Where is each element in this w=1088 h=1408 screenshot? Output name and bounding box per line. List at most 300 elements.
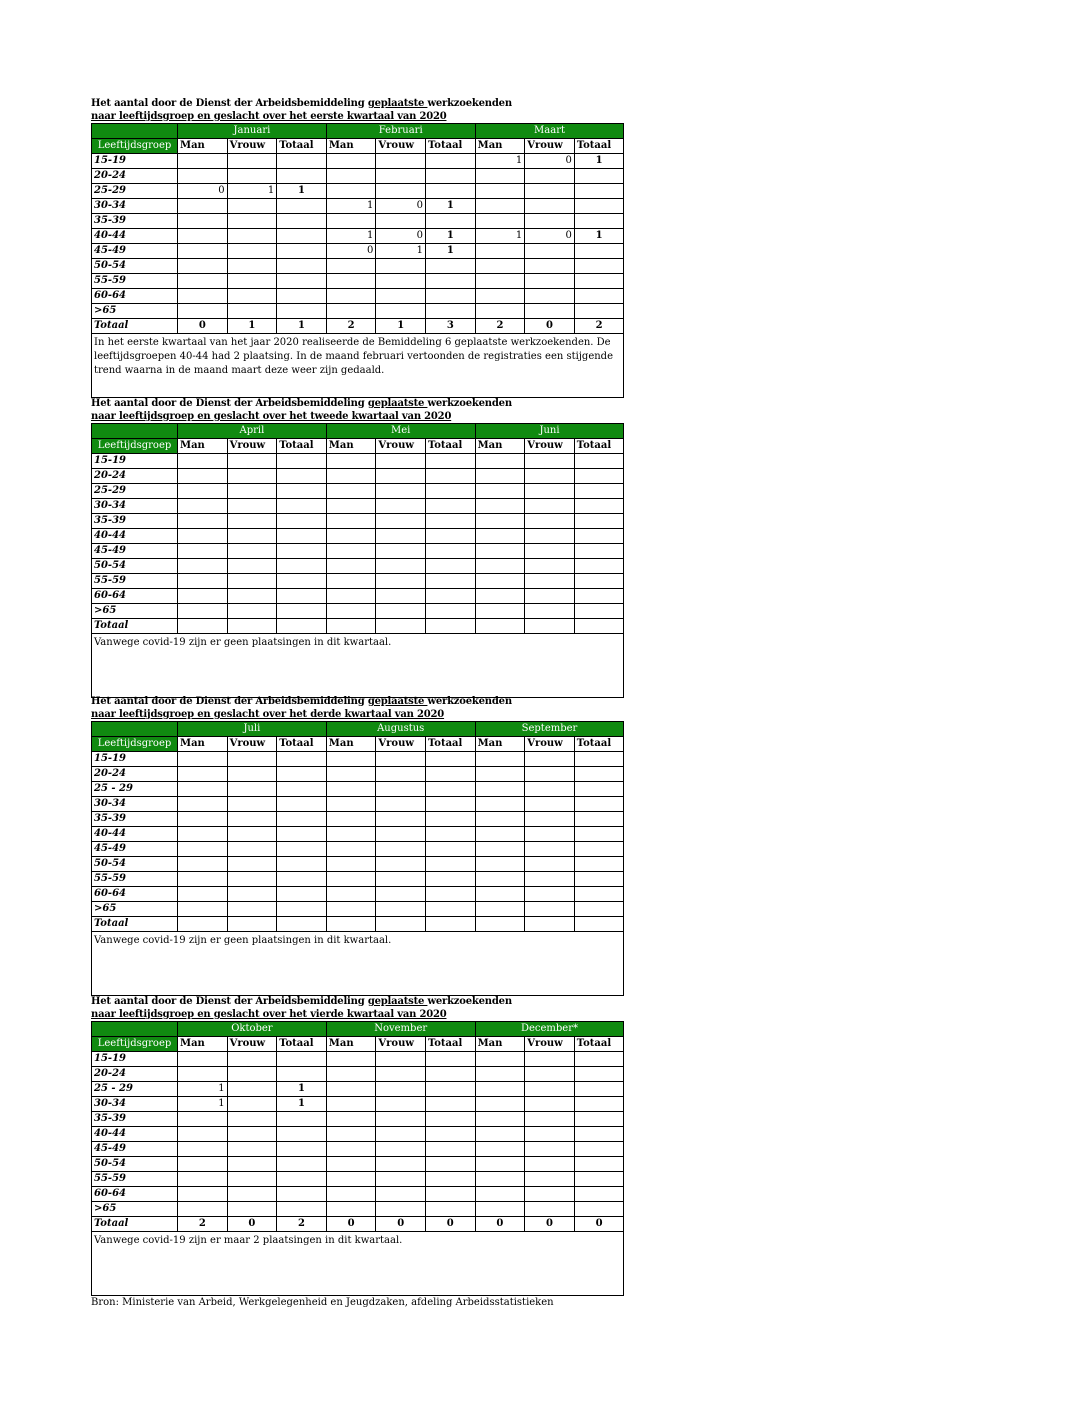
title-underlined-text: geplaatste (367, 996, 428, 1007)
data-cell (376, 544, 426, 559)
data-cell (178, 244, 228, 259)
data-cell (525, 274, 575, 289)
data-cell (277, 872, 327, 887)
data-cell (227, 752, 277, 767)
total-cell (326, 917, 376, 932)
header-blank-cell (92, 124, 178, 139)
data-cell (376, 752, 426, 767)
data-cell (574, 1082, 624, 1097)
age-group-label: 35-39 (92, 1112, 178, 1127)
data-cell (227, 604, 277, 619)
data-cell (376, 529, 426, 544)
data-cell (326, 259, 376, 274)
data-cell (525, 514, 575, 529)
column-header: Vrouw (525, 439, 575, 454)
column-header: Vrouw (227, 1037, 277, 1052)
data-cell: 1 (277, 1082, 327, 1097)
placement-table (91, 721, 624, 932)
quarter-note: Vanwege covid-19 zijn er geen plaatsingen in dit kwartaal. (91, 932, 624, 996)
data-cell (277, 902, 327, 917)
table-title-line-1 (91, 97, 624, 110)
age-group-label: 55-59 (92, 1172, 178, 1187)
data-cell (376, 274, 426, 289)
table-row (92, 767, 624, 782)
data-cell (574, 797, 624, 812)
data-cell (475, 902, 525, 917)
age-group-label: 30-34 (92, 797, 178, 812)
data-cell (525, 259, 575, 274)
data-cell (326, 1067, 376, 1082)
data-cell (475, 1112, 525, 1127)
table-title-line-2: naar leeftijdsgroep en geslacht over het eerste kwartaal van 2020 (91, 111, 447, 122)
age-group-label: 60-64 (92, 589, 178, 604)
data-cell (178, 229, 228, 244)
data-cell (326, 589, 376, 604)
data-cell (227, 1157, 277, 1172)
data-cell (227, 499, 277, 514)
month-header: Maart (475, 124, 624, 139)
data-cell (227, 259, 277, 274)
data-cell (227, 304, 277, 319)
data-cell (525, 199, 575, 214)
data-cell (475, 454, 525, 469)
header-blank-cell (92, 424, 178, 439)
data-cell (426, 154, 476, 169)
age-group-label: 50-54 (92, 1157, 178, 1172)
data-cell (277, 812, 327, 827)
total-cell: 0 (475, 1217, 525, 1232)
month-header-row (92, 124, 624, 139)
total-cell: 0 (376, 1217, 426, 1232)
data-cell (425, 589, 475, 604)
title-underlined-text: geplaatste (367, 696, 428, 707)
data-cell (277, 289, 327, 304)
data-cell (525, 484, 575, 499)
age-group-label: 25-29 (92, 484, 178, 499)
data-cell: 1 (426, 244, 476, 259)
data-cell (425, 1082, 475, 1097)
data-cell (525, 887, 575, 902)
total-cell: 0 (326, 1217, 376, 1232)
data-cell (277, 499, 327, 514)
data-cell (425, 827, 475, 842)
data-cell: 0 (326, 244, 376, 259)
data-cell (475, 574, 525, 589)
data-cell (376, 1082, 426, 1097)
placement-table (91, 123, 624, 334)
data-cell (277, 827, 327, 842)
age-group-label: 45-49 (92, 1142, 178, 1157)
column-header: Vrouw (525, 139, 575, 154)
age-group-label: 55-59 (92, 872, 178, 887)
data-cell (227, 574, 277, 589)
quarter-note: Vanwege covid-19 zijn er geen plaatsingen in dit kwartaal. (91, 634, 624, 698)
data-cell (227, 782, 277, 797)
data-cell (326, 304, 376, 319)
total-cell (326, 619, 376, 634)
data-cell (326, 574, 376, 589)
data-cell (277, 1157, 327, 1172)
data-cell (475, 199, 525, 214)
table-row (92, 782, 624, 797)
data-cell (525, 529, 575, 544)
age-group-label: 20-24 (92, 169, 178, 184)
data-cell (574, 454, 624, 469)
data-cell (425, 1202, 475, 1217)
total-cell: 0 (178, 319, 228, 334)
data-cell (178, 857, 228, 872)
data-cell (326, 289, 376, 304)
column-header: Man (475, 1037, 525, 1052)
data-cell (425, 812, 475, 827)
data-cell (376, 574, 426, 589)
data-cell (376, 289, 426, 304)
data-cell (376, 499, 426, 514)
data-cell (178, 752, 228, 767)
age-group-label: 60-64 (92, 289, 178, 304)
column-header: Vrouw (376, 139, 426, 154)
data-cell (525, 782, 575, 797)
table-row (92, 529, 624, 544)
data-cell (525, 827, 575, 842)
data-cell (277, 259, 327, 274)
data-cell: 0 (525, 229, 575, 244)
data-cell (525, 752, 575, 767)
total-cell: 0 (227, 1217, 277, 1232)
data-cell (277, 559, 327, 574)
data-cell (178, 797, 228, 812)
age-group-label: 15-19 (92, 454, 178, 469)
data-cell (326, 1202, 376, 1217)
placement-table (91, 423, 624, 634)
table-row (92, 199, 624, 214)
data-cell (574, 169, 624, 184)
data-cell (574, 857, 624, 872)
table-row (92, 559, 624, 574)
data-cell (475, 1127, 525, 1142)
data-cell (277, 169, 327, 184)
age-group-label: 40-44 (92, 229, 178, 244)
data-cell (178, 827, 228, 842)
data-cell (574, 872, 624, 887)
table-row (92, 1187, 624, 1202)
data-cell (425, 902, 475, 917)
data-cell (574, 1202, 624, 1217)
column-header: Totaal (425, 1037, 475, 1052)
age-group-label: 35-39 (92, 812, 178, 827)
table-row (92, 259, 624, 274)
total-row (92, 1217, 624, 1232)
data-cell (574, 887, 624, 902)
data-cell: 1 (574, 154, 624, 169)
title-text: werkzoekenden (427, 398, 512, 409)
age-group-label: 35-39 (92, 514, 178, 529)
data-cell (475, 797, 525, 812)
data-cell (425, 499, 475, 514)
data-cell (178, 842, 228, 857)
data-cell (425, 559, 475, 574)
data-cell (326, 827, 376, 842)
data-cell (574, 544, 624, 559)
data-cell (227, 199, 277, 214)
data-cell (277, 484, 327, 499)
data-cell (277, 1202, 327, 1217)
data-cell (277, 274, 327, 289)
data-cell: 1 (426, 199, 476, 214)
table-row (92, 484, 624, 499)
data-cell (425, 1052, 475, 1067)
data-cell (227, 589, 277, 604)
data-cell (525, 1052, 575, 1067)
data-cell (574, 812, 624, 827)
table-row (92, 752, 624, 767)
age-group-label: >65 (92, 604, 178, 619)
data-cell (574, 1157, 624, 1172)
data-cell (277, 199, 327, 214)
table-row (92, 304, 624, 319)
data-cell (574, 529, 624, 544)
data-cell (178, 574, 228, 589)
data-cell (376, 1067, 426, 1082)
age-group-label: 35-39 (92, 214, 178, 229)
age-group-label: >65 (92, 304, 178, 319)
data-cell (227, 529, 277, 544)
data-cell (425, 1172, 475, 1187)
data-cell (227, 154, 277, 169)
quarter-4-section (91, 995, 624, 1296)
data-cell (178, 154, 228, 169)
data-cell (326, 514, 376, 529)
data-cell (227, 544, 277, 559)
data-cell (475, 1142, 525, 1157)
data-cell (475, 529, 525, 544)
data-cell (425, 752, 475, 767)
data-cell (376, 214, 426, 229)
column-header: Totaal (277, 439, 327, 454)
data-cell (425, 1127, 475, 1142)
title-underlined-text: geplaatste (367, 98, 428, 109)
table-row (92, 244, 624, 259)
data-cell (227, 842, 277, 857)
data-cell (475, 872, 525, 887)
age-group-label: 60-64 (92, 887, 178, 902)
data-cell (574, 514, 624, 529)
data-cell (178, 1052, 228, 1067)
quarter-3-section (91, 695, 624, 996)
data-cell (425, 1067, 475, 1082)
column-header: Totaal (574, 139, 624, 154)
data-cell (178, 1172, 228, 1187)
month-header: Juni (475, 424, 624, 439)
data-cell (525, 169, 575, 184)
title-text: werkzoekenden (427, 696, 512, 707)
table-title-line-2: naar leeftijdsgroep en geslacht over het derde kwartaal van 2020 (91, 709, 445, 720)
data-cell (425, 872, 475, 887)
data-cell (574, 1052, 624, 1067)
data-cell (178, 1202, 228, 1217)
table-row (92, 544, 624, 559)
quarter-note: Vanwege covid-19 zijn er maar 2 plaatsingen in dit kwartaal. (91, 1232, 624, 1296)
data-cell (227, 887, 277, 902)
data-cell: 1 (277, 1097, 327, 1112)
data-cell (425, 454, 475, 469)
data-cell (475, 469, 525, 484)
age-group-label: 20-24 (92, 1067, 178, 1082)
total-cell: 1 (277, 319, 327, 334)
data-cell (376, 902, 426, 917)
data-cell (326, 902, 376, 917)
data-cell (426, 259, 476, 274)
data-cell (178, 589, 228, 604)
data-cell (574, 1172, 624, 1187)
data-cell (525, 559, 575, 574)
data-cell (227, 214, 277, 229)
total-cell (475, 917, 525, 932)
age-group-label: 60-64 (92, 1187, 178, 1202)
data-cell (277, 1112, 327, 1127)
data-cell (178, 499, 228, 514)
column-header: Vrouw (227, 439, 277, 454)
data-cell (525, 1187, 575, 1202)
data-cell (227, 857, 277, 872)
month-header: Mei (326, 424, 475, 439)
data-cell (277, 797, 327, 812)
table-row (92, 1082, 624, 1097)
table-row (92, 589, 624, 604)
data-cell (426, 304, 476, 319)
column-header: Vrouw (227, 737, 277, 752)
column-header: Man (326, 139, 376, 154)
data-cell (178, 1112, 228, 1127)
data-cell (574, 214, 624, 229)
data-cell (178, 887, 228, 902)
data-cell (277, 469, 327, 484)
month-header: April (178, 424, 327, 439)
table-title-line-2: naar leeftijdsgroep en geslacht over het vierde kwartaal van 2020 (91, 1009, 447, 1020)
total-cell (475, 619, 525, 634)
table-row (92, 1097, 624, 1112)
data-cell (227, 1112, 277, 1127)
data-cell (475, 842, 525, 857)
data-cell (277, 304, 327, 319)
data-cell (227, 1067, 277, 1082)
data-cell (178, 1127, 228, 1142)
data-cell (178, 1157, 228, 1172)
total-cell (178, 619, 228, 634)
data-cell: 1 (326, 199, 376, 214)
data-cell (525, 244, 575, 259)
data-cell (425, 797, 475, 812)
data-cell (425, 1187, 475, 1202)
data-cell: 1 (475, 154, 525, 169)
total-cell (425, 917, 475, 932)
data-cell (574, 1067, 624, 1082)
data-cell (475, 244, 525, 259)
data-cell (574, 274, 624, 289)
total-cell: 2 (178, 1217, 228, 1232)
data-cell (178, 214, 228, 229)
data-cell (574, 184, 624, 199)
age-group-label: 45-49 (92, 544, 178, 559)
total-row (92, 319, 624, 334)
data-cell (376, 154, 426, 169)
total-label: Totaal (92, 1217, 178, 1232)
data-cell (227, 1172, 277, 1187)
data-cell (525, 767, 575, 782)
data-cell (326, 1157, 376, 1172)
data-cell: 1 (178, 1097, 228, 1112)
data-cell (277, 842, 327, 857)
age-group-label: 20-24 (92, 767, 178, 782)
data-cell (376, 604, 426, 619)
column-header: Man (178, 737, 228, 752)
month-header-row (92, 1022, 624, 1037)
data-cell (574, 289, 624, 304)
data-cell (277, 529, 327, 544)
column-header: Vrouw (376, 737, 426, 752)
data-cell (425, 529, 475, 544)
table-row (92, 604, 624, 619)
total-cell: 1 (376, 319, 426, 334)
total-cell (376, 619, 426, 634)
data-cell (574, 484, 624, 499)
data-cell (574, 304, 624, 319)
data-cell (277, 752, 327, 767)
data-cell (178, 169, 228, 184)
age-group-header: Leeftijdsgroep (92, 439, 178, 454)
data-cell (376, 797, 426, 812)
title-text: werkzoekenden (427, 996, 512, 1007)
data-cell (475, 514, 525, 529)
column-header: Man (475, 139, 525, 154)
month-header: Augustus (326, 722, 475, 737)
age-group-label: 40-44 (92, 827, 178, 842)
subheader-row (92, 737, 624, 752)
data-cell (525, 842, 575, 857)
quarter-1-section (91, 97, 624, 398)
data-cell (277, 1067, 327, 1082)
total-cell: 2 (277, 1217, 327, 1232)
column-header: Man (326, 737, 376, 752)
data-cell (326, 782, 376, 797)
data-cell (426, 289, 476, 304)
data-cell (326, 529, 376, 544)
data-cell (326, 484, 376, 499)
table-row (92, 274, 624, 289)
column-header: Man (178, 1037, 228, 1052)
column-header: Totaal (574, 1037, 624, 1052)
data-cell (525, 454, 575, 469)
data-cell (525, 574, 575, 589)
data-cell (425, 514, 475, 529)
month-header-row (92, 424, 624, 439)
age-group-label: >65 (92, 902, 178, 917)
age-group-label: 30-34 (92, 1097, 178, 1112)
data-cell (525, 289, 575, 304)
age-group-label: 20-24 (92, 469, 178, 484)
data-cell (178, 274, 228, 289)
data-cell (475, 214, 525, 229)
data-cell (574, 559, 624, 574)
data-cell (277, 454, 327, 469)
data-cell (376, 887, 426, 902)
data-cell (475, 1097, 525, 1112)
table-row (92, 184, 624, 199)
total-cell (277, 917, 327, 932)
data-cell (326, 274, 376, 289)
age-group-label: 25 - 29 (92, 782, 178, 797)
data-cell (425, 887, 475, 902)
